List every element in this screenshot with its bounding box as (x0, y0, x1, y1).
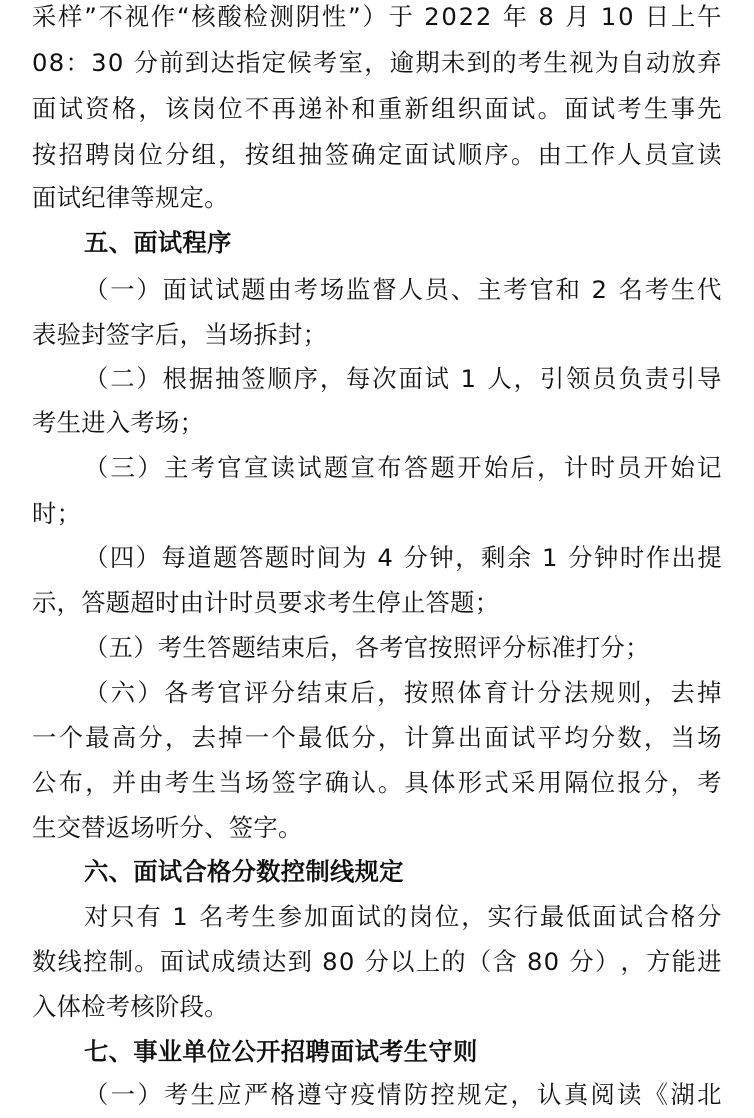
text-line: 按 招 聘 岗 位 分 组 ， 按 组 抽 签 确 定 面 试 顺 序 。 由 工 作 人 员 宣 读 (32, 140, 722, 169)
text-line: 0 8 ： 3 0 分 前 到 达 指 定 候 考 室 ， 逾 期 未 到 的 考 生 视 为 自 动 放 弃 (32, 48, 722, 77)
section-heading-7: 七、事业单位公开招聘面试考生守则 (84, 1037, 478, 1066)
text-line: 面 试 资 格 ， 该 岗 位 不 再 递 补 和 重 新 组 织 面 试 。 面 试 考 生 事 先 (32, 94, 722, 123)
text-line: 数 线 控 制 。 面 试 成 绩 达 到 8 0 分 以 上 的 （ 含 8 0 分 ） ， 方 能 进 (32, 947, 722, 976)
text-line: 时； (32, 499, 82, 528)
text-line: （ 一 ） 考 生 应 严 格 遵 守 疫 情 防 控 规 定 ， 认 真 阅 读 《 湖 北 (84, 1080, 722, 1109)
text-line: 示，答题超时由计时员要求考生停止答题； (32, 588, 500, 617)
text-line: 一 个 最 高 分 ， 去 掉 一 个 最 低 分 ， 计 算 出 面 试 平 均 分 数 ， 当 场 (32, 723, 722, 752)
text-line: 对 只 有 1 名 考 生 参 加 面 试 的 岗 位 ， 实 行 最 低 面 试 合 格 分 (84, 902, 722, 931)
text-line: 入体检考核阶段。 (32, 992, 229, 1021)
text-line: 面试纪律等规定。 (32, 183, 229, 212)
text-line: 生交替返场听分、签字。 (32, 813, 303, 842)
text-line: （五）考生答题结束后，各考官按照评分标准打分； (84, 633, 650, 662)
text-line: 考生进入考场； (32, 408, 205, 437)
section-heading-6: 六、面试合格分数控制线规定 (84, 857, 404, 886)
text-line: 公 布 ， 并 由 考 生 当 场 签 字 确 认 。 具 体 形 式 采 用 隔 位 报 分 ， 考 (32, 768, 722, 797)
text-line: （ 六 ） 各 考 官 评 分 结 束 后 ， 按 照 体 育 计 分 法 规 则 ， 去 掉 (84, 678, 722, 707)
section-heading-5: 五、面试程序 (84, 228, 232, 257)
text-line: 采 样 ” 不 视 作 “ 核 酸 检 测 阴 性 ” ） 于 2 0 2 2 年 8 月 1 0 日 上 午 (32, 2, 722, 31)
text-line: （ 二 ） 根 据 抽 签 顺 序 ， 每 次 面 试 1 人 ， 引 领 员 负 责 引 导 (84, 364, 722, 393)
text-line: （ 三 ） 主 考 官 宣 读 试 题 宣 布 答 题 开 始 后 ， 计 时 员 开 始 记 (84, 453, 722, 482)
text-line: （ 一 ） 面 试 试 题 由 考 场 监 督 人 员 、 主 考 官 和 2 名 考 生 代 (84, 275, 722, 304)
text-line: 表验封签字后，当场拆封； (32, 320, 328, 349)
text-line: （ 四 ） 每 道 题 答 题 时 间 为 4 分 钟 ， 剩 余 1 分 钟 时 作 出 提 (84, 543, 722, 572)
